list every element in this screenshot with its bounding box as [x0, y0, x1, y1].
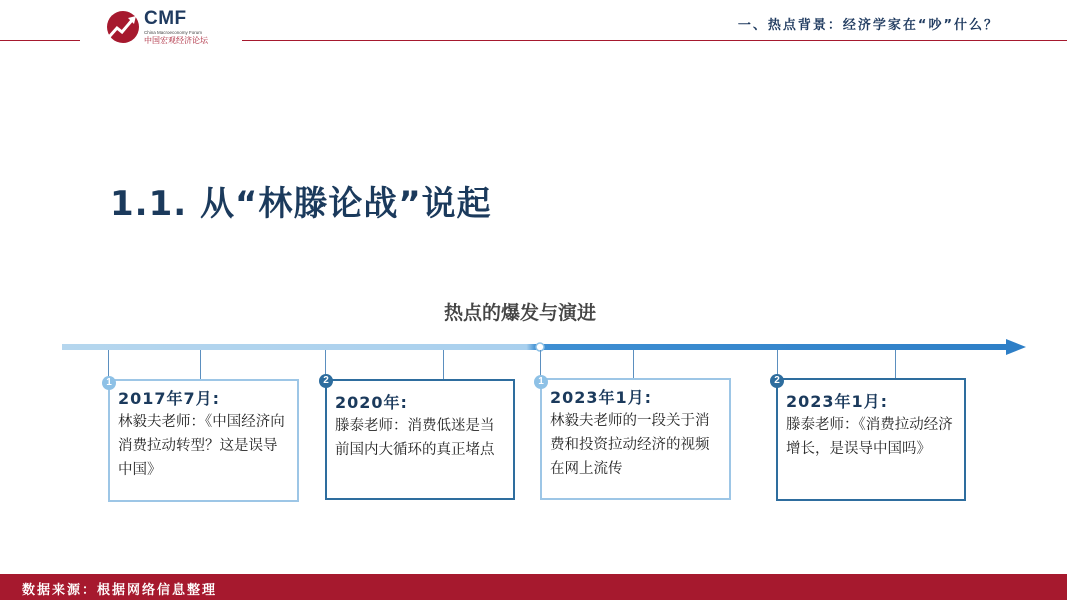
- event-date: 2023年1月:: [786, 392, 889, 411]
- cmf-logo-icon: [106, 10, 140, 44]
- timeline-heading: 热点的爆发与演进: [444, 302, 597, 324]
- timeline-tick: [633, 350, 634, 380]
- event-badge: 1: [534, 375, 548, 389]
- footer-bar: [0, 574, 1067, 600]
- timeline-tick: [200, 350, 201, 380]
- header-rule-right: [242, 40, 1067, 41]
- event-text: 滕泰老师：《消费拉动经济增长，是误导中国吗》: [786, 417, 953, 457]
- cmf-logo: [106, 8, 246, 44]
- event-date: 2017年7月:: [118, 389, 221, 408]
- timeline-arrow-icon: [62, 330, 1032, 366]
- timeline-tick: [443, 350, 444, 380]
- event-badge: 2: [770, 374, 784, 388]
- logo-chinese-name: 中国宏观经济论坛: [144, 36, 208, 45]
- event-date: 2020年:: [335, 393, 408, 412]
- event-text: 林毅夫老师的一段关于消费和投资拉动经济的视频在网上流传: [550, 413, 710, 477]
- timeline-event-card: [108, 379, 299, 502]
- timeline-event-card: [325, 379, 515, 500]
- event-text: 林毅夫老师：《中国经济向消费拉动转型？这是误导中国》: [118, 414, 285, 478]
- timeline-event-card: [776, 378, 966, 501]
- event-badge: 1: [102, 376, 116, 390]
- logo-brand-text: CMF: [144, 8, 187, 29]
- event-text: 滕泰老师：消费低迷是当前国内大循环的真正堵点: [335, 418, 495, 458]
- timeline-event-card: [540, 378, 731, 500]
- data-source-note: 数据来源：根据网络信息整理: [22, 583, 218, 598]
- header-bar: [0, 0, 1067, 46]
- timeline-tick: [895, 350, 896, 380]
- page-title: 1.1. 从“林滕论战”说起: [110, 184, 492, 224]
- section-title: 一、热点背景：经济学家在“吵”什么？: [737, 18, 999, 33]
- event-date: 2023年1月:: [550, 388, 653, 407]
- logo-english-name: China Macroeconomy Forum: [144, 30, 203, 35]
- event-badge: 2: [319, 374, 333, 388]
- header-rule-left: [0, 40, 80, 41]
